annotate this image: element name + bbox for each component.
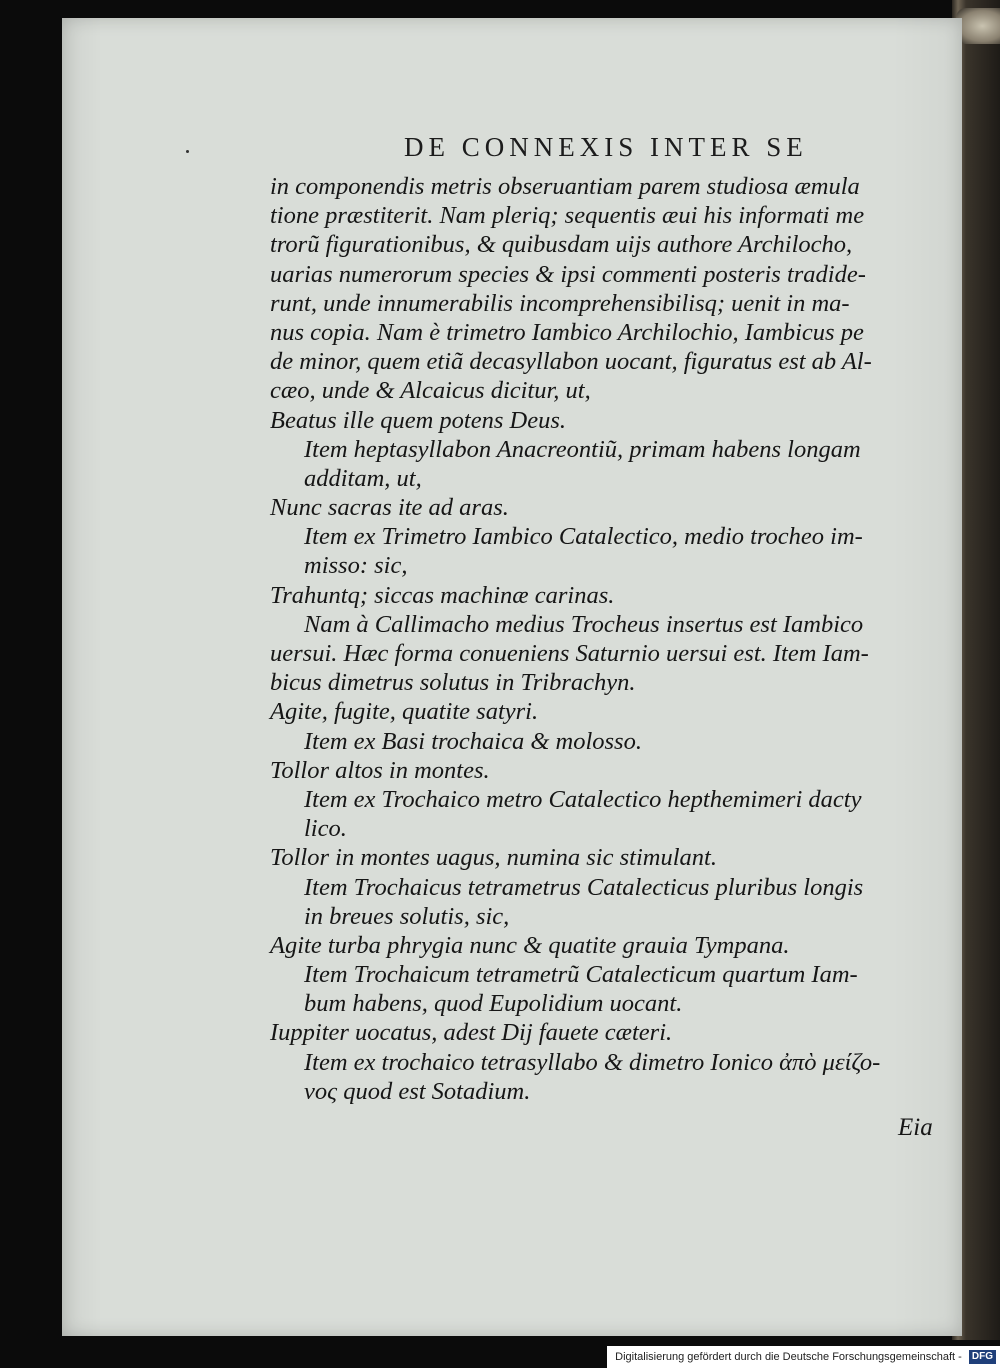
- text-line: nus copia. Nam è trimetro Iambico Archilochio, Iambicus pe: [270, 318, 864, 346]
- text-line: additam, ut,: [304, 464, 422, 492]
- text-line: trorũ figurationibus, & quibusdam uijs authore Archilocho,: [270, 231, 853, 259]
- text-line: Item ex trochaico tetrasyllabo & dimetro Ionico ἀπὸ μείζο-: [304, 1048, 881, 1076]
- text-line: Agite, fugite, quatite satyri.: [270, 698, 539, 726]
- digitization-credit: [607, 1346, 1000, 1368]
- text-line: tione præstiterit. Nam pleriq; sequentis æui his informati me: [270, 202, 865, 230]
- text-line: in breues solutis, sic,: [304, 902, 510, 930]
- text-line: Beatus ille quem potens Deus.: [270, 406, 566, 434]
- text-line: bicus dimetrus solutus in Tribrachyn.: [270, 669, 636, 697]
- dfg-logo: DFG: [969, 1350, 996, 1364]
- page-edge-tab: [956, 8, 1000, 44]
- text-line: Item heptasyllabon Anacreontiũ, primam habens longam: [304, 435, 861, 463]
- text-line: Trahuntq; siccas machinæ carinas.: [270, 581, 615, 609]
- text-line: Item Trochaicum tetrametrũ Catalecticum quartum Iam-: [304, 961, 858, 989]
- text-line: Nam à Callimacho medius Trocheus insertus est Iambico: [304, 610, 864, 638]
- text-line: in componendis metris obseruantiam parem studiosa æmula: [270, 173, 860, 200]
- text-line: Nunc sacras ite ad aras.: [270, 494, 509, 522]
- text-line: Tollor altos in montes.: [270, 756, 490, 784]
- text-line: lico.: [304, 815, 347, 843]
- text-line: runt, unde innumerabilis incomprehensibilisq; uenit in ma-: [270, 289, 850, 317]
- text-line: Item ex Trochaico metro Catalectico hepthemimeri dacty: [304, 785, 862, 813]
- text-line: Item ex Basi trochaica & molosso.: [304, 727, 642, 755]
- text-line: misso: sic,: [304, 552, 408, 580]
- text-line: uarias numerorum species & ipsi commenti posteris tradide-: [270, 260, 866, 288]
- margin-mark: [186, 150, 189, 153]
- text-line: Item Trochaicus tetrametrus Catalecticus pluribus longis: [304, 873, 864, 901]
- text-line: Item ex Trimetro Iambico Catalectico, medio trocheo im-: [304, 523, 863, 551]
- text-line: de minor, quem etiã decasyllabon uocant, figuratus est ab Al-: [270, 348, 872, 376]
- text-line: Tollor in montes uagus, numina sic stimulant.: [270, 844, 717, 872]
- credit-text: Digitalisierung gefördert durch die Deutsche Forschungsgemeinschaft -: [615, 1351, 962, 1363]
- text-line: Agite turba phrygia nunc & quatite grauia Tympana.: [270, 931, 790, 959]
- text-line: bum habens, quod Eupolidium uocant.: [304, 990, 683, 1018]
- catchword: Eia: [898, 1114, 933, 1141]
- text-line: uersui. Hæc forma conueniens Saturnio uersui est. Item Iam-: [270, 640, 869, 667]
- body-text: [270, 172, 960, 1106]
- text-line: νος quod est Sotadium.: [304, 1077, 531, 1105]
- text-line: cæo, unde & Alcaicus dicitur, ut,: [270, 377, 591, 405]
- running-head: DE CONNEXIS INTER SE: [404, 132, 808, 162]
- text-line: Iuppiter uocatus, adest Dij fauete cæteri.: [270, 1019, 673, 1047]
